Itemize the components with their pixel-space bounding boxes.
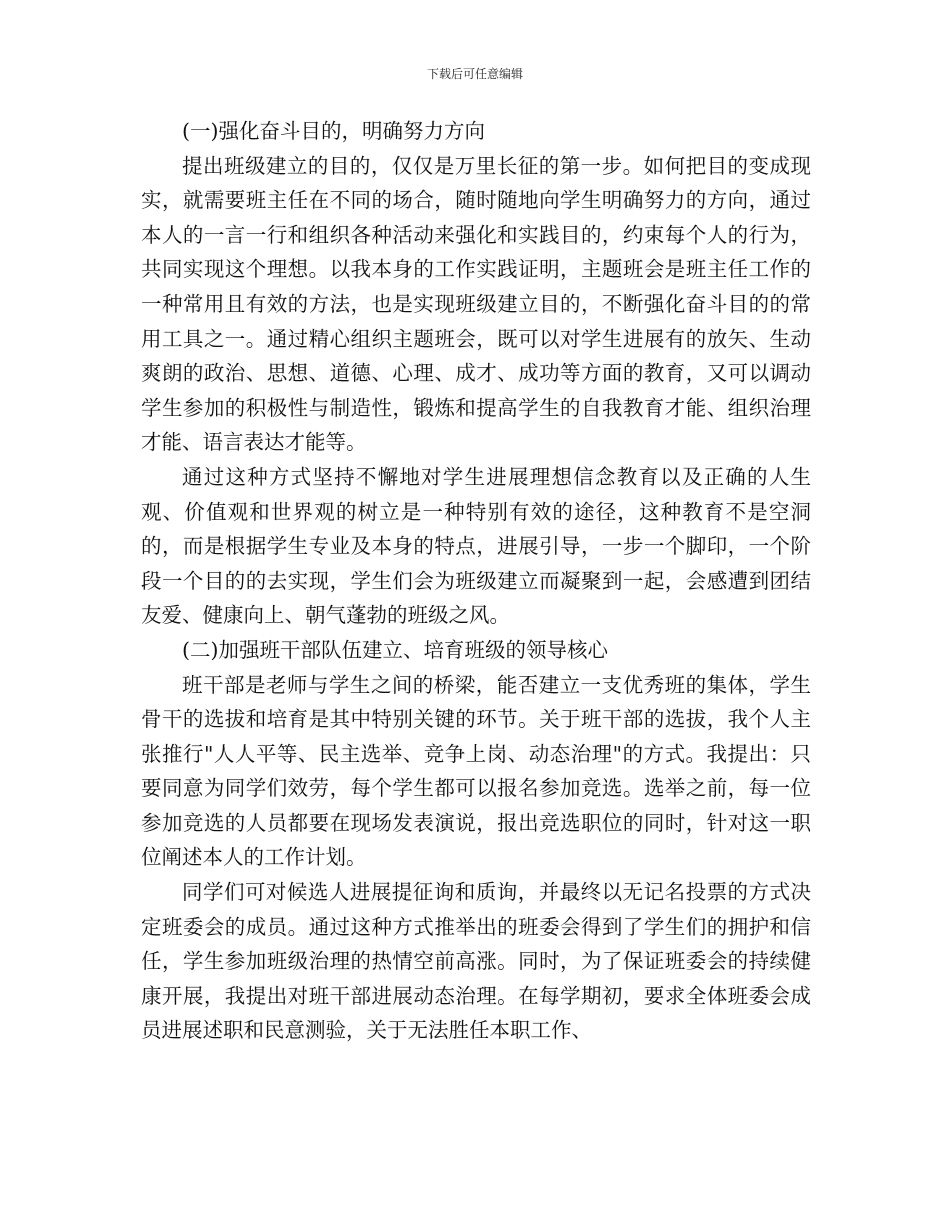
paragraph: 通过这种方式坚持不懈地对学生进展理想信念教育以及正确的人生观、价值观和世界观的树立是一种特别有效的途径，这种教育不是空洞的，而是根据学生专业及本身的特点，进展引导，一步一个脚印，一个阶段一个目的的去实现，学生们会为班级建立而凝聚到一起，会感遭到团结友爱、健康向上、朝气蓬勃的班级之风。 <box>141 464 811 628</box>
paragraph: 提出班级建立的目的，仅仅是万里长征的第一步。如何把目的变成现实，就需要班主任在不同的场合，随时随地向学生明确努力的方向，通过本人的一言一行和组织各种活动来强化和实践目的，约束每个人的行为，共同实现这个理想。以我本身的工作实践证明，主题班会是班主任工作的一种常用且有效的方法，也是实现班级建立目的，不断强化奋斗目的的常用工具之一。通过精心组织主题班会，既可以对学生进展有的放矢、生动爽朗的政治、思想、道德、心理、成才、成功等方面的教育，又可以调动学生参加的积极性与制造性，锻炼和提高学生的自我教育才能、组织治理才能、语言表达才能等。 <box>141 153 811 455</box>
document-body <box>141 114 811 1048</box>
section-heading-2: (二)加强班干部队伍建立、培育班级的领导核心 <box>182 637 608 662</box>
paragraph: 同学们可对候选人进展提征询和质询，并最终以无记名投票的方式决定班委会的成员。通过这种方式推举出的班委会得到了学生们的拥护和信任，学生参加班级治理的热情空前高涨。同时，为了保证班委会的持续健康开展，我提出对班干部进展动态治理。在每学期初，要求全体班委会成员进展述职和民意测验，关于无法胜任本职工作、 <box>141 880 811 1043</box>
section-heading-1: (一)强化奋斗目的，明确努力方向 <box>182 119 485 143</box>
paragraph: 班干部是老师与学生之间的桥梁，能否建立一支优秀班的集体，学生骨干的选拔和培育是其中特别关键的环节。关于班干部的选拔，我个人主张推行"人人平等、民主选举、竞争上岗、动态治理"的方式。我提出：只要同意为同学们效劳，每个学生都可以报名参加竞选。选举之前，每一位参加竞选的人员都要在现场发表演说，报出竞选职位的同时，针对这一职位阐述本人的工作计划。 <box>141 672 811 870</box>
page-header-note: 下载后可任意编辑 <box>426 67 523 81</box>
